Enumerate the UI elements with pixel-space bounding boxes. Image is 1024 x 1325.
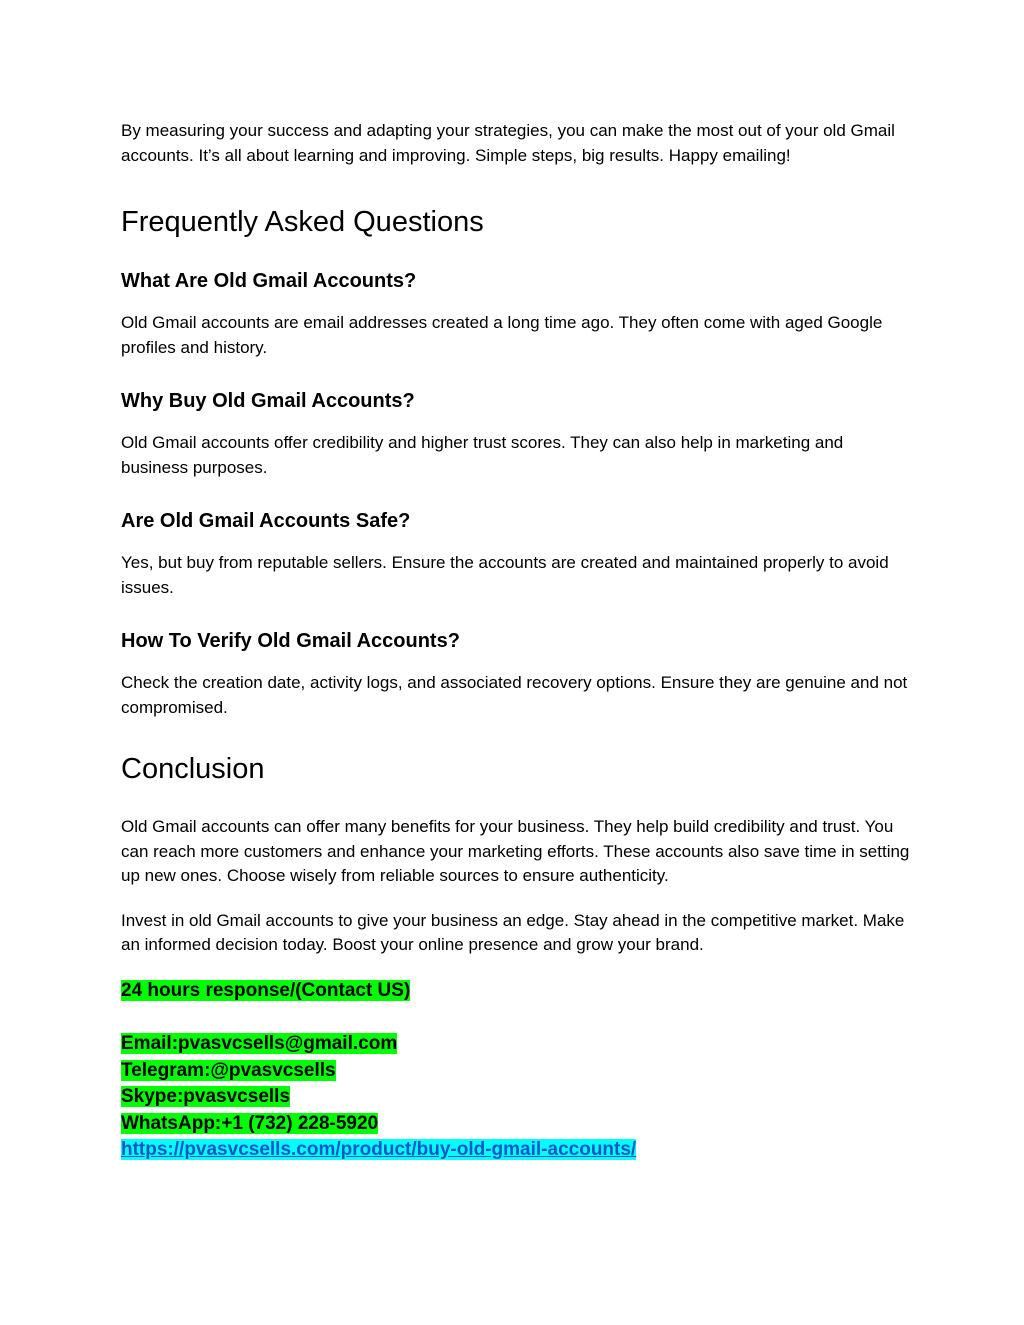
faq-question-3: Are Old Gmail Accounts Safe? xyxy=(121,510,411,532)
document-page xyxy=(121,119,911,1164)
faq-answer-2: Old Gmail accounts offer credibility and higher trust scores. They can also help in marketing and business purposes. xyxy=(121,433,844,477)
contact-email: Email:pvasvcsells@gmail.com xyxy=(121,1033,398,1054)
contact-whatsapp: WhatsApp:+1 (732) 228-5920 xyxy=(121,1112,379,1134)
intro-paragraph: By measuring your success and adapting your strategies, you can make the most out of your old Gmail accounts. It’s all about learning and improving. Simple steps, big results. Happy emailing! xyxy=(121,121,895,165)
faq-question-4: How To Verify Old Gmail Accounts? xyxy=(121,630,460,652)
conclusion-paragraph-2: Invest in old Gmail accounts to give your business an edge. Stay ahead in the competitive market. Make an informed decision today. Boost your online presence and grow your brand. xyxy=(121,910,905,954)
contact-skype-line xyxy=(121,1084,911,1111)
contact-skype: Skype:pvasvcsells xyxy=(121,1086,291,1107)
contact-link-line xyxy=(121,1137,911,1164)
faq-question-2: Why Buy Old Gmail Accounts? xyxy=(121,390,415,412)
contact-response-text: 24 hours response/(Contact US) xyxy=(121,979,411,1001)
contact-telegram-line xyxy=(121,1058,911,1085)
product-link[interactable]: https://pvasvcsells.com/product/buy-old-gmail-accounts/ xyxy=(121,1139,637,1160)
faq-answer-3: Yes, but buy from reputable sellers. Ensure the accounts are created and maintained properly to avoid issues. xyxy=(121,553,889,597)
contact-whatsapp-line xyxy=(121,1111,911,1138)
contact-telegram: Telegram:@pvasvcsells xyxy=(121,1059,336,1081)
faq-heading: Frequently Asked Questions xyxy=(121,206,484,238)
conclusion-heading: Conclusion xyxy=(121,753,265,785)
contact-block xyxy=(121,1031,911,1164)
contact-email-line xyxy=(121,1031,911,1058)
faq-answer-1: Old Gmail accounts are email addresses created a long time ago. They often come with aged Google profiles and history. xyxy=(121,313,883,357)
contact-response-line xyxy=(121,978,911,1005)
conclusion-paragraph-1: Old Gmail accounts can offer many benefits for your business. They help build credibility and trust. You can reach more customers and enhance your marketing efforts. These accounts also save time in setting up new ones. Choose wisely from reliable sources to ensure authenticity. xyxy=(121,817,910,885)
faq-answer-4: Check the creation date, activity logs, and associated recovery options. Ensure they are genuine and not compromised. xyxy=(121,673,908,717)
faq-question-1: What Are Old Gmail Accounts? xyxy=(121,270,417,292)
